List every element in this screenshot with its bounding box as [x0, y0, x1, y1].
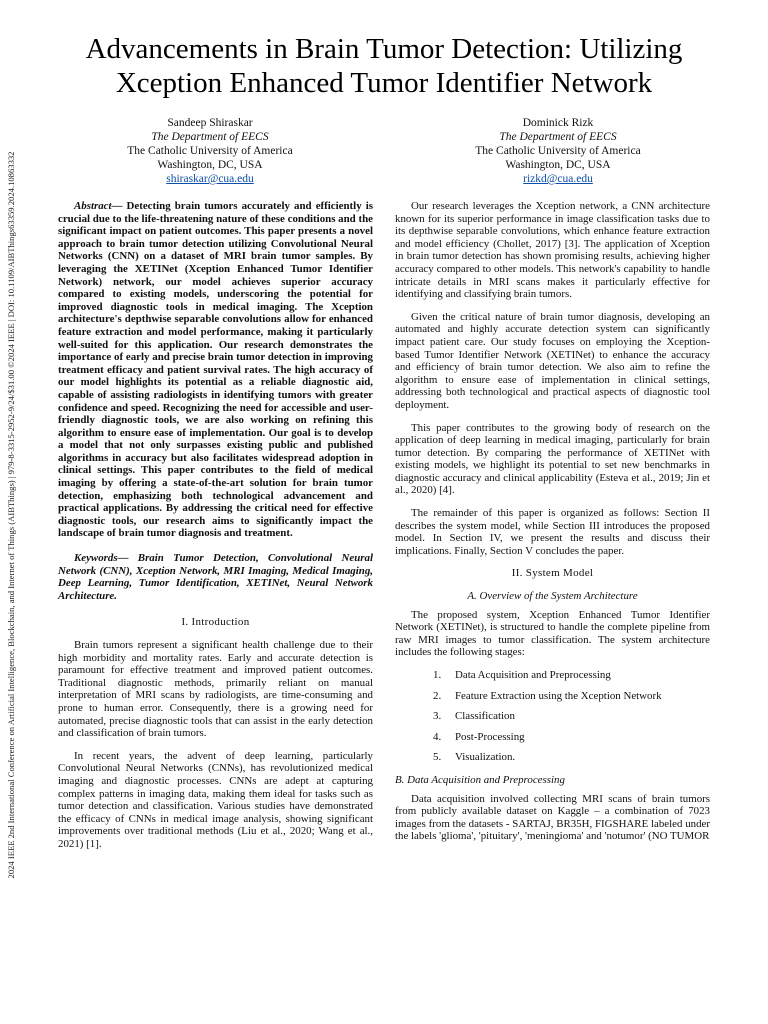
author-university: The Catholic University of America — [127, 145, 293, 157]
list-item: 1. Data Acquisition and Preprocessing — [433, 669, 611, 681]
list-item: 2. Feature Extraction using the Xception Network — [433, 689, 662, 702]
intro-paragraph-2: In recent years, the advent of deep learning, particularly Convolutional Neural Networks (CNNs), has revolutionized medical imaging and diagnostic processes. CNNs are adept at capturing complex patterns in imaging data, making them ideal for tasks such as tumor detection and classification. Various studies have demonstrated the efficacy of CNNs in medical image analysis, showing significant improvements over traditional methods (Liu et al., 2020; Wang et al., 2021) [1]. — [58, 749, 373, 850]
data-paragraph-1: Data acquisition involved collecting MRI scans of brain tumors from publicly available dataset on Kaggle – a combination of 7023 images from the datasets - SARTAJ, BR35H, FIGSHARE labeled under the labels 'glioma', 'pituitary', 'meningioma' and 'notumor' (NO TUMOR — [395, 792, 710, 843]
section-heading-system-model: II. System Model — [511, 567, 594, 580]
intro-paragraph-4: Given the critical nature of brain tumor diagnosis, developing an automated and highly accurate detection system can significantly impact patient care. Our study focuses on employing the Xception-based Tumor Identifier Network (XETINet) to enhance the accuracy and efficiency of brain tumor detection. We also aim to refine the algorithm to ensure ease of implementation in clinical settings, addressing both technological and practical aspects of diagnostic tool deployment. — [395, 310, 710, 411]
doi-banner-text: 2024 IEEE 2nd International Conference on Artificial Intelligence, Blockchain, and Internet of Things (AIBThings) | 979-8-3315-2952-9/24/$31.00 ©2024 IEEE | DOI: 10.1109/AIBThings63359.2024.10863332 — [6, 151, 16, 879]
intro-paragraph-3: Our research leverages the Xception network, a CNN architecture known for its superior performance in image classification tasks due to its depthwise separable convolutions, which enhance feature extraction and model efficiency (Chollet, 2017) [3]. The application of Xception in brain tumor detection has shown promising results, achieving higher accuracy compared to other models. This network's capability to handle intricate details in MRI scans makes it particularly effective for identifying and classifying brain tumors. — [395, 200, 710, 301]
list-item: 5. Visualization. — [433, 751, 516, 764]
right-column — [395, 200, 710, 853]
subsection-heading-b: B. Data Acquisition and Preprocessing — [395, 773, 565, 786]
author-university: The Catholic University of America — [475, 145, 641, 157]
keywords: Keywords— Brain Tumor Detection, Convolutional Neural Network (CNN), Xception Network, MRI Imaging, Medical Imaging, Deep Learning, Tumor Identification, XETINet, Neural Network Architecture. — [58, 552, 373, 602]
left-column — [58, 200, 373, 861]
list-item: 3. Classification — [433, 710, 515, 723]
system-paragraph-1: The proposed system, Xception Enhanced Tumor Identifier Network (XETINet), is structured to handle the complete pipeline from raw MRI images to tumor classification. The system architecture includes the following stages: — [395, 608, 710, 659]
stages-list — [395, 669, 710, 764]
subsection-heading-a: A. Overview of the System Architecture — [467, 590, 638, 603]
intro-paragraph-1: Brain tumors represent a significant health challenge due to their high morbidity and mortality rates. Early and accurate detection is paramount for effective treatment and improved patient outcomes. Traditional diagnostic methods, primarily reliant on manual interpretation of MRI scans by radiologists, are time-consuming and prone to human error. Consequently, there is a growing need for automated, precise diagnostic tools that can assist in the early detection and classification of brain tumors. — [58, 639, 373, 740]
title-line-1: Advancements in Brain Tumor Detection: Utilizing — [85, 33, 683, 65]
abstract-label: Abstract — [74, 200, 112, 212]
author-location: Washington, DC, USA — [157, 159, 263, 171]
paper-title — [40, 32, 728, 100]
author-block-2 — [428, 116, 688, 186]
section-heading-introduction: I. Introduction — [181, 616, 250, 629]
author-name: Sandeep Shiraskar — [167, 117, 253, 129]
author-department: The Department of EECS — [151, 131, 269, 143]
intro-paragraph-5: This paper contributes to the growing body of research on the application of deep learning in medical imaging, particularly for brain tumor detection. By comparing the performance of XETINet with existing models, we highlight its potential to set new benchmarks in diagnostic accuracy and clinical applicability (Esteva et al., 2019; Jin et al., 2020) [4]. — [395, 421, 710, 497]
abstract-text: — Detecting brain tumors accurately and efficiently is crucial due to the life-threatening nature of these conditions and the significant impact on patient outcomes. This paper presents a novel approach to brain tumor detection utilizing Convolutional Neural Networks (CNN) on a dataset of MRI brain tumor samples. By leveraging the XETINet (Xception Enhanced Tumor Identifier Network) network, our model achieves superior accuracy compared to existing models, underscoring the potential for improved diagnostic tools in medical imaging. The Xception architecture's depthwise separable convolutions allow for enhanced feature extraction and model performance, making it particularly well-suited for this application. Our research demonstrates the importance of early and precise brain tumor detection in improving treatment efficacy and patient survival rates. The high accuracy of our model highlights its potential as a reliable diagnostic aid, capable of assisting radiologists in identifying tumors with greater confidence and speed. Recognizing the need for accessible and user-friendly diagnostic tools, we are also working on refining this algorithm to ensure ease of implementation. Our goal is to develop a model that not only surpasses existing public and published algorithms in accuracy but also facilitates widespread adoption in clinical settings. This paper contributes to the field of medical imaging by offering a state-of-the-art solution for brain tumor detection, emphasizing both technological advancement and practical applications. By addressing the critical need for effective diagnostic tools, our research aims to significantly impact the landscape of brain tumor diagnosis and treatment. — [58, 200, 373, 540]
author-email-link[interactable]: shiraskar@cua.edu — [166, 173, 254, 185]
intro-paragraph-6: The remainder of this paper is organized as follows: Section II describes the system model, while Section III introduces the proposed model. In Section IV, we present the results and discuss their implications. Finally, Section V concludes the paper. — [395, 507, 710, 557]
author-location: Washington, DC, USA — [505, 159, 611, 171]
title-line-2: Xception Enhanced Tumor Identifier Network — [115, 67, 653, 99]
author-email-link[interactable]: rizkd@cua.edu — [523, 173, 593, 185]
doi-side-banner — [3, 100, 19, 930]
list-item: 4. Post-Processing — [433, 730, 525, 743]
abstract — [58, 200, 373, 540]
author-block-1 — [80, 116, 340, 186]
author-department: The Department of EECS — [499, 131, 617, 143]
author-name: Dominick Rizk — [522, 117, 594, 129]
